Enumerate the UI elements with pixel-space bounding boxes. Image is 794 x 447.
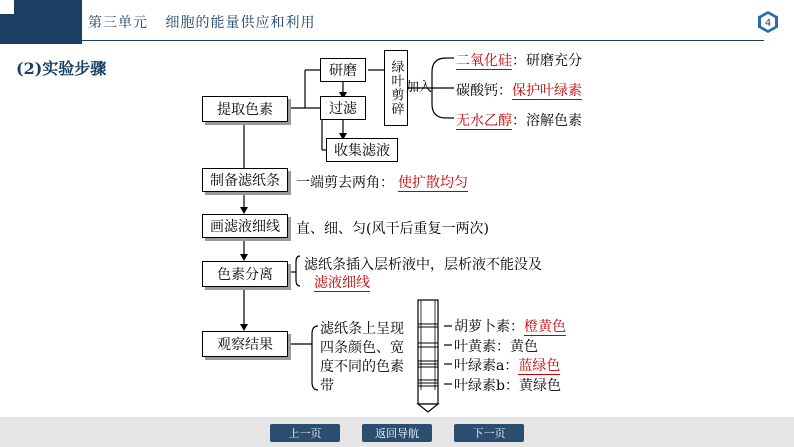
step-observe: 观察结果 bbox=[202, 331, 288, 357]
band-xanthophyll: 叶黄素：黄色 bbox=[454, 339, 538, 355]
add-label: 加入 bbox=[406, 80, 433, 95]
reagent-silica: 二氧化硅：研磨充分 bbox=[456, 53, 582, 69]
unit-label: 第三单元 bbox=[88, 15, 148, 31]
observe-note: 滤纸条上呈现四条颜色、宽度不同的色素带 bbox=[320, 321, 404, 394]
topic-label: 细胞的能量供应和利用 bbox=[165, 15, 316, 31]
band-chlorophyll-b: 叶绿素b：黄绿色 bbox=[454, 378, 561, 394]
page-number: 4 bbox=[764, 18, 772, 29]
step-filter: 过滤 bbox=[320, 96, 366, 120]
step-material: 绿叶剪碎 bbox=[384, 50, 408, 126]
paper-note: 一端剪去两角： 使扩散均匀 bbox=[296, 175, 468, 191]
step-extract: 提取色素 bbox=[202, 96, 288, 122]
step-grind: 研磨 bbox=[320, 58, 366, 82]
step-line: 画滤液细线 bbox=[202, 214, 288, 238]
step-paper: 制备滤纸条 bbox=[202, 168, 288, 192]
step-separate: 色素分离 bbox=[202, 261, 288, 287]
next-page-button[interactable]: 下一页 bbox=[454, 424, 524, 442]
prev-page-button[interactable]: 上一页 bbox=[270, 424, 340, 442]
band-chlorophyll-a: 叶绿素a：蓝绿色 bbox=[454, 358, 561, 374]
separate-key: 滤液细线 bbox=[314, 275, 370, 291]
step-collect: 收集滤液 bbox=[326, 138, 398, 162]
reagent-ethanol: 无水乙醇：溶解色素 bbox=[456, 113, 582, 129]
section-title: (2)实验步骤 bbox=[16, 59, 107, 78]
line-note: 直、细、匀(风干后重复一两次) bbox=[296, 221, 489, 237]
band-carotene: 胡萝卜素：橙黄色 bbox=[454, 319, 566, 335]
reagent-calcium: 碳酸钙：保护叶绿素 bbox=[456, 83, 582, 99]
back-to-nav-button[interactable]: 返回导航 bbox=[362, 424, 432, 442]
filter-paper-strip bbox=[418, 300, 438, 412]
separate-note: 滤纸条插入层析液中，层析液不能没及 bbox=[304, 257, 542, 273]
